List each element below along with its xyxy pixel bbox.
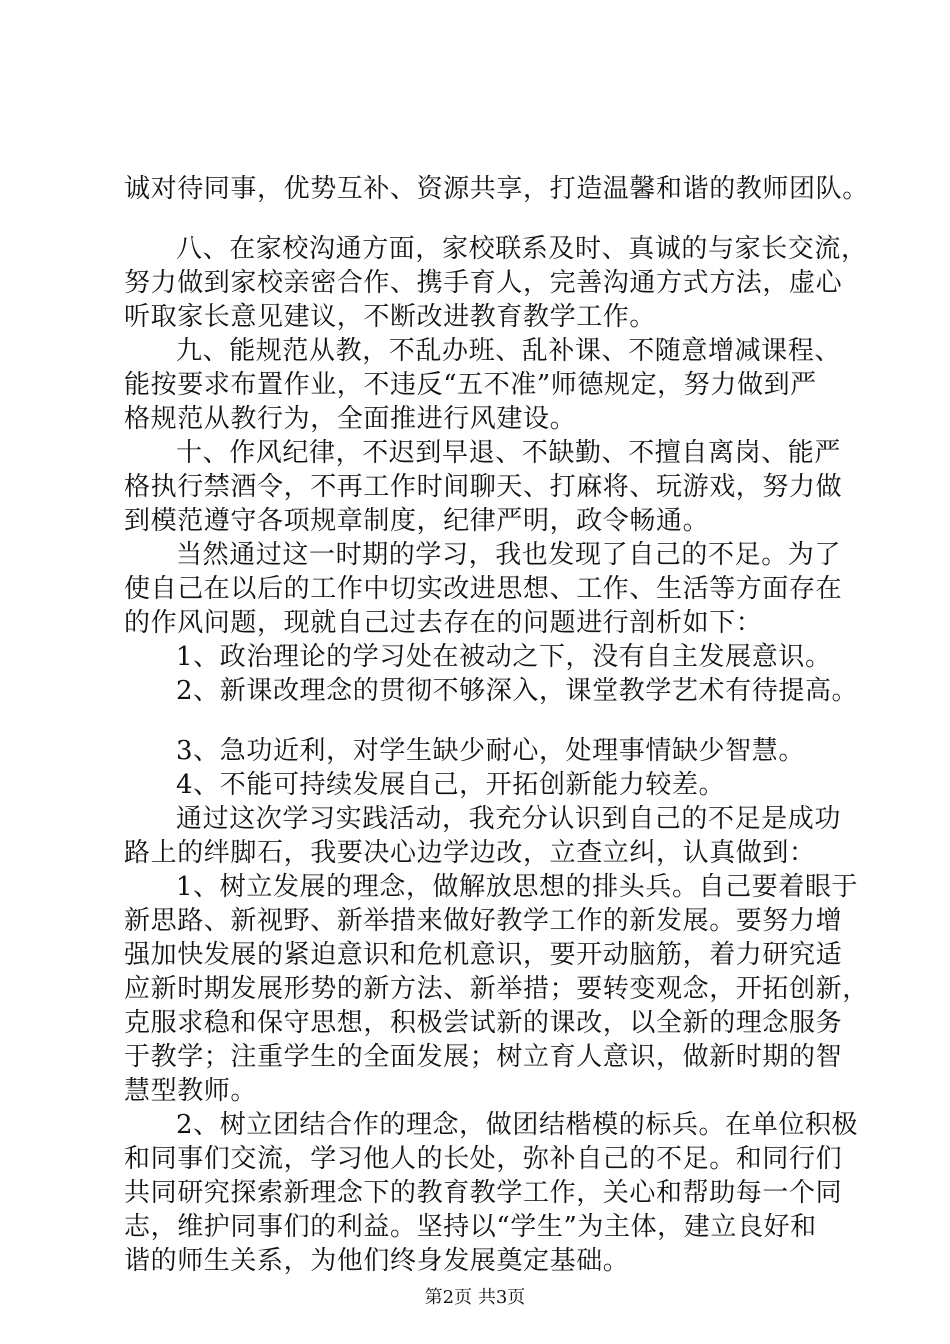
text-line: 于教学；注重学生的全面发展；树立育人意识，做新时期的智 [124,1042,843,1072]
text-line: 新思路、新视野、新举措来做好教学工作的新发展。要努力增 [124,906,843,936]
text-line: 使自己在以后的工作中切实改进思想、工作、生活等方面存在 [124,574,843,604]
text-line: 路上的绊脚石，我要决心边学边改，立查立纠，认真做到： [124,838,816,868]
text-line: 能按要求布置作业，不违反“五不准”师德规定，努力做到严 [124,370,817,400]
text-line: 和同事们交流，学习他人的长处，弥补自己的不足。和同行们 [124,1144,843,1174]
text-line: 努力做到家校亲密合作、携手育人，完善沟通方式方法，虚心 [124,268,843,298]
text-line: 共同研究探索新理念下的教育教学工作，关心和帮助每一个同 [124,1178,843,1208]
text-line: 4、不能可持续发展自己，开拓创新能力较差。 [176,770,726,800]
text-line: 九、能规范从教，不乱办班、乱补课、不随意增减课程、 [176,336,842,366]
text-line: 2、树立团结合作的理念，做团结楷模的标兵。在单位积极 [176,1110,859,1140]
text-line: 到模范遵守各项规章制度，纪律严明，政令畅通。 [124,506,710,536]
text-line: 应新时期发展形势的新方法、新举措；要转变观念，开拓创新， [124,974,869,1004]
text-line: 强加快发展的紧迫意识和危机意识，要开动脑筋，着力研究适 [124,940,843,970]
text-line: 通过这次学习实践活动，我充分认识到自己的不足是成功 [176,804,842,834]
text-line: 诚对待同事，优势互补、资源共享，打造温馨和谐的教师团队。 [124,174,869,204]
text-line: 3、急功近利，对学生缺少耐心，处理事情缺少智慧。 [176,736,805,766]
text-line: 2、新课改理念的贯彻不够深入，课堂教学艺术有待提高。 [176,676,859,706]
text-line: 1、政治理论的学习处在被动之下，没有自主发展意识。 [176,642,832,672]
page-footer: 第2页 共3页 [424,1287,526,1308]
text-line: 八、在家校沟通方面，家校联系及时、真诚的与家长交流， [176,234,868,264]
text-line: 十、作风纪律，不迟到早退、不缺勤、不擅自离岗、能严 [176,438,842,468]
text-line: 慧型教师。 [124,1076,258,1106]
text-line: 谐的师生关系，为他们终身发展奠定基础。 [124,1246,630,1276]
text-line: 志，维护同事们的利益。坚持以“学生”为主体，建立良好和 [124,1212,817,1242]
text-line: 听取家长意见建议，不断改进教育教学工作。 [124,302,657,332]
text-line: 当然通过这一时期的学习，我也发现了自己的不足。为了 [176,540,842,570]
text-line: 格执行禁酒令，不再工作时间聊天、打麻将、玩游戏，努力做 [124,472,843,502]
text-line: 1、树立发展的理念，做解放思想的排头兵。自己要着眼于 [176,872,859,902]
text-line: 克服求稳和保守思想，积极尝试新的课改，以全新的理念服务 [124,1008,843,1038]
text-line: 的作风问题，现就自己过去存在的问题进行剖析如下： [124,608,763,638]
text-line: 格规范从教行为，全面推进行风建设。 [124,404,577,434]
